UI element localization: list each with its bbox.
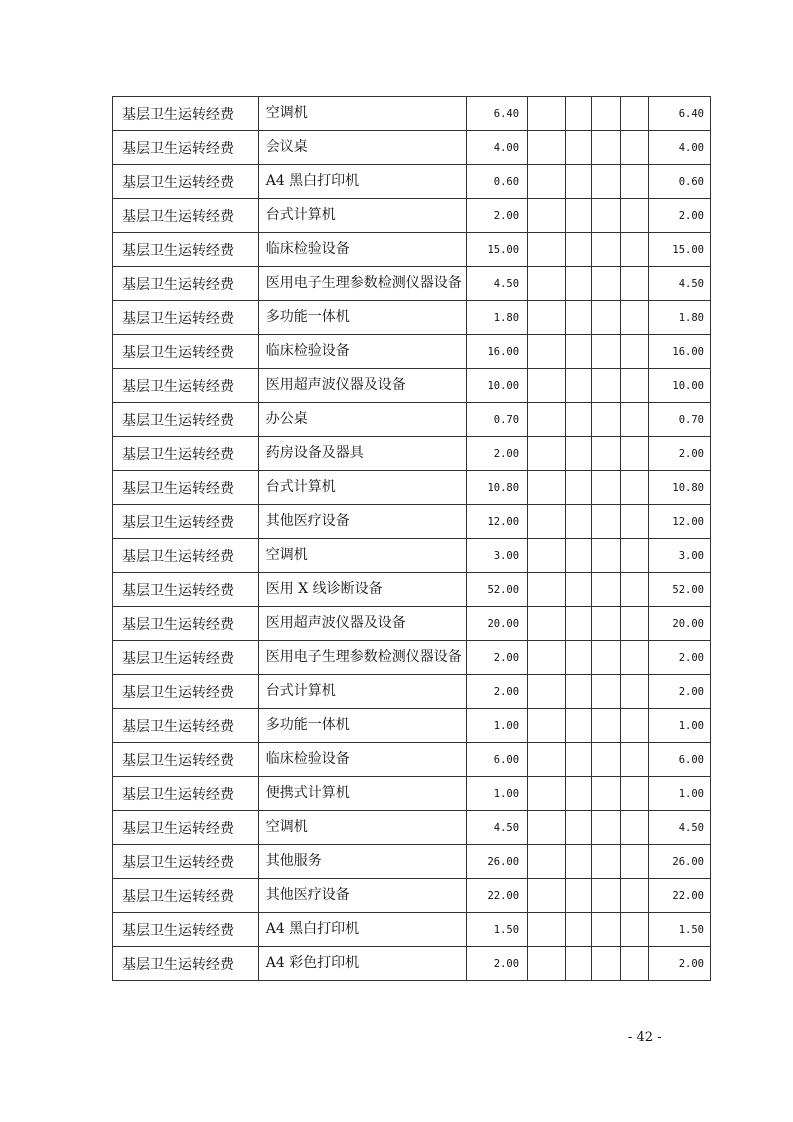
empty-cell (566, 505, 592, 539)
total-cell: 4.50 (648, 267, 710, 301)
empty-cell (620, 505, 648, 539)
fund-cell: 基层卫生运转经费 (113, 811, 259, 845)
empty-cell (592, 539, 620, 573)
total-cell: 1.00 (648, 709, 710, 743)
empty-cell (592, 811, 620, 845)
fund-cell: 基层卫生运转经费 (113, 709, 259, 743)
table-row (113, 675, 711, 709)
empty-cell (592, 573, 620, 607)
empty-cell (528, 947, 566, 981)
table-row (113, 913, 711, 947)
empty-cell (592, 471, 620, 505)
fund-cell: 基层卫生运转经费 (113, 199, 259, 233)
empty-cell (592, 233, 620, 267)
fund-cell: 基层卫生运转经费 (113, 913, 259, 947)
item-cell: 办公桌 (258, 403, 466, 437)
table-row (113, 573, 711, 607)
empty-cell (620, 403, 648, 437)
item-cell: 医用超声波仪器及设备 (258, 369, 466, 403)
empty-cell (566, 675, 592, 709)
amount-cell: 1.00 (466, 777, 527, 811)
item-cell: 药房设备及器具 (258, 437, 466, 471)
empty-cell (620, 879, 648, 913)
empty-cell (566, 607, 592, 641)
amount-cell: 1.50 (466, 913, 527, 947)
total-cell: 1.80 (648, 301, 710, 335)
item-cell: 其他服务 (258, 845, 466, 879)
total-cell: 0.70 (648, 403, 710, 437)
empty-cell (620, 267, 648, 301)
item-cell: 临床检验设备 (258, 743, 466, 777)
item-cell: A4 彩色打印机 (258, 947, 466, 981)
fund-cell: 基层卫生运转经费 (113, 131, 259, 165)
fund-cell: 基层卫生运转经费 (113, 879, 259, 913)
amount-cell: 15.00 (466, 233, 527, 267)
empty-cell (528, 777, 566, 811)
amount-cell: 16.00 (466, 335, 527, 369)
empty-cell (528, 811, 566, 845)
empty-cell (592, 437, 620, 471)
empty-cell (528, 369, 566, 403)
total-cell: 10.00 (648, 369, 710, 403)
total-cell: 2.00 (648, 641, 710, 675)
amount-cell: 0.60 (466, 165, 527, 199)
amount-cell: 52.00 (466, 573, 527, 607)
empty-cell (620, 437, 648, 471)
item-cell: 临床检验设备 (258, 335, 466, 369)
table-row (113, 369, 711, 403)
table-row (113, 947, 711, 981)
amount-cell: 10.80 (466, 471, 527, 505)
empty-cell (528, 607, 566, 641)
total-cell: 15.00 (648, 233, 710, 267)
empty-cell (620, 369, 648, 403)
table-row (113, 607, 711, 641)
table-row (113, 539, 711, 573)
empty-cell (620, 97, 648, 131)
empty-cell (566, 777, 592, 811)
empty-cell (528, 675, 566, 709)
empty-cell (566, 743, 592, 777)
empty-cell (620, 947, 648, 981)
empty-cell (566, 233, 592, 267)
empty-cell (566, 845, 592, 879)
fund-cell: 基层卫生运转经费 (113, 97, 259, 131)
total-cell: 4.00 (648, 131, 710, 165)
empty-cell (620, 335, 648, 369)
table-body (113, 97, 711, 981)
empty-cell (566, 437, 592, 471)
empty-cell (620, 199, 648, 233)
empty-cell (528, 335, 566, 369)
empty-cell (592, 131, 620, 165)
empty-cell (620, 573, 648, 607)
empty-cell (528, 165, 566, 199)
amount-cell: 2.00 (466, 199, 527, 233)
empty-cell (592, 777, 620, 811)
item-cell: 多功能一体机 (258, 709, 466, 743)
fund-cell: 基层卫生运转经费 (113, 471, 259, 505)
fund-cell: 基层卫生运转经费 (113, 777, 259, 811)
empty-cell (528, 641, 566, 675)
table-row (113, 641, 711, 675)
total-cell: 52.00 (648, 573, 710, 607)
empty-cell (592, 913, 620, 947)
fund-cell: 基层卫生运转经费 (113, 437, 259, 471)
empty-cell (528, 301, 566, 335)
empty-cell (592, 267, 620, 301)
empty-cell (592, 403, 620, 437)
empty-cell (566, 165, 592, 199)
amount-cell: 2.00 (466, 437, 527, 471)
amount-cell: 0.70 (466, 403, 527, 437)
empty-cell (620, 709, 648, 743)
item-cell: 医用电子生理参数检测仪器设备 (258, 267, 466, 301)
item-cell: 台式计算机 (258, 199, 466, 233)
table-row (113, 335, 711, 369)
empty-cell (528, 233, 566, 267)
empty-cell (528, 131, 566, 165)
empty-cell (592, 709, 620, 743)
total-cell: 2.00 (648, 199, 710, 233)
item-cell: 医用超声波仪器及设备 (258, 607, 466, 641)
empty-cell (528, 437, 566, 471)
item-cell: 会议桌 (258, 131, 466, 165)
amount-cell: 2.00 (466, 641, 527, 675)
empty-cell (592, 335, 620, 369)
fund-cell: 基层卫生运转经费 (113, 845, 259, 879)
empty-cell (566, 369, 592, 403)
amount-cell: 4.00 (466, 131, 527, 165)
item-cell: 空调机 (258, 811, 466, 845)
empty-cell (566, 811, 592, 845)
fund-cell: 基层卫生运转经费 (113, 165, 259, 199)
empty-cell (528, 199, 566, 233)
empty-cell (528, 539, 566, 573)
budget-table (112, 96, 711, 981)
empty-cell (566, 709, 592, 743)
amount-cell: 4.50 (466, 811, 527, 845)
empty-cell (592, 743, 620, 777)
empty-cell (620, 607, 648, 641)
empty-cell (592, 947, 620, 981)
item-cell: 便携式计算机 (258, 777, 466, 811)
table-row (113, 233, 711, 267)
empty-cell (620, 811, 648, 845)
empty-cell (592, 641, 620, 675)
total-cell: 22.00 (648, 879, 710, 913)
empty-cell (592, 607, 620, 641)
empty-cell (566, 573, 592, 607)
fund-cell: 基层卫生运转经费 (113, 539, 259, 573)
total-cell: 0.60 (648, 165, 710, 199)
table-row (113, 845, 711, 879)
total-cell: 2.00 (648, 947, 710, 981)
fund-cell: 基层卫生运转经费 (113, 607, 259, 641)
item-cell: 空调机 (258, 539, 466, 573)
empty-cell (566, 913, 592, 947)
fund-cell: 基层卫生运转经费 (113, 743, 259, 777)
empty-cell (566, 947, 592, 981)
empty-cell (592, 97, 620, 131)
amount-cell: 1.80 (466, 301, 527, 335)
empty-cell (620, 131, 648, 165)
item-cell: 临床检验设备 (258, 233, 466, 267)
table-row (113, 709, 711, 743)
table-row (113, 199, 711, 233)
amount-cell: 1.00 (466, 709, 527, 743)
empty-cell (566, 97, 592, 131)
table-row (113, 811, 711, 845)
item-cell: 医用电子生理参数检测仪器设备 (258, 641, 466, 675)
empty-cell (566, 267, 592, 301)
empty-cell (620, 845, 648, 879)
empty-cell (566, 539, 592, 573)
amount-cell: 4.50 (466, 267, 527, 301)
fund-cell: 基层卫生运转经费 (113, 233, 259, 267)
table-row (113, 301, 711, 335)
table-row (113, 437, 711, 471)
item-cell: 其他医疗设备 (258, 505, 466, 539)
item-cell: 其他医疗设备 (258, 879, 466, 913)
empty-cell (592, 199, 620, 233)
item-cell: 空调机 (258, 97, 466, 131)
empty-cell (620, 913, 648, 947)
item-cell: A4 黑白打印机 (258, 165, 466, 199)
fund-cell: 基层卫生运转经费 (113, 573, 259, 607)
empty-cell (566, 403, 592, 437)
empty-cell (620, 539, 648, 573)
empty-cell (566, 335, 592, 369)
fund-cell: 基层卫生运转经费 (113, 675, 259, 709)
empty-cell (620, 641, 648, 675)
total-cell: 3.00 (648, 539, 710, 573)
fund-cell: 基层卫生运转经费 (113, 947, 259, 981)
amount-cell: 3.00 (466, 539, 527, 573)
item-cell: 台式计算机 (258, 471, 466, 505)
empty-cell (528, 403, 566, 437)
amount-cell: 26.00 (466, 845, 527, 879)
empty-cell (566, 199, 592, 233)
amount-cell: 12.00 (466, 505, 527, 539)
empty-cell (528, 505, 566, 539)
empty-cell (592, 879, 620, 913)
total-cell: 2.00 (648, 437, 710, 471)
amount-cell: 20.00 (466, 607, 527, 641)
amount-cell: 6.00 (466, 743, 527, 777)
empty-cell (528, 743, 566, 777)
total-cell: 1.00 (648, 777, 710, 811)
empty-cell (528, 267, 566, 301)
empty-cell (566, 641, 592, 675)
total-cell: 20.00 (648, 607, 710, 641)
table-row (113, 97, 711, 131)
item-cell: 医用 X 线诊断设备 (258, 573, 466, 607)
empty-cell (592, 369, 620, 403)
empty-cell (566, 471, 592, 505)
table-row (113, 743, 711, 777)
empty-cell (620, 471, 648, 505)
total-cell: 1.50 (648, 913, 710, 947)
total-cell: 6.00 (648, 743, 710, 777)
empty-cell (566, 879, 592, 913)
table-row (113, 165, 711, 199)
empty-cell (592, 165, 620, 199)
fund-cell: 基层卫生运转经费 (113, 369, 259, 403)
empty-cell (620, 743, 648, 777)
amount-cell: 10.00 (466, 369, 527, 403)
empty-cell (592, 505, 620, 539)
empty-cell (528, 709, 566, 743)
amount-cell: 2.00 (466, 675, 527, 709)
empty-cell (592, 845, 620, 879)
page-number: - 42 - (628, 1030, 662, 1045)
empty-cell (592, 301, 620, 335)
empty-cell (528, 913, 566, 947)
amount-cell: 22.00 (466, 879, 527, 913)
table-row (113, 879, 711, 913)
empty-cell (620, 777, 648, 811)
item-cell: A4 黑白打印机 (258, 913, 466, 947)
empty-cell (592, 675, 620, 709)
fund-cell: 基层卫生运转经费 (113, 335, 259, 369)
table-row (113, 131, 711, 165)
table-row (113, 777, 711, 811)
empty-cell (528, 845, 566, 879)
table-row (113, 505, 711, 539)
empty-cell (528, 471, 566, 505)
empty-cell (620, 675, 648, 709)
total-cell: 4.50 (648, 811, 710, 845)
total-cell: 26.00 (648, 845, 710, 879)
empty-cell (620, 301, 648, 335)
table-row (113, 267, 711, 301)
empty-cell (620, 233, 648, 267)
total-cell: 10.80 (648, 471, 710, 505)
fund-cell: 基层卫生运转经费 (113, 301, 259, 335)
fund-cell: 基层卫生运转经费 (113, 403, 259, 437)
table-row (113, 403, 711, 437)
total-cell: 2.00 (648, 675, 710, 709)
total-cell: 12.00 (648, 505, 710, 539)
total-cell: 6.40 (648, 97, 710, 131)
table-row (113, 471, 711, 505)
amount-cell: 6.40 (466, 97, 527, 131)
total-cell: 16.00 (648, 335, 710, 369)
empty-cell (528, 879, 566, 913)
empty-cell (566, 301, 592, 335)
empty-cell (566, 131, 592, 165)
fund-cell: 基层卫生运转经费 (113, 641, 259, 675)
fund-cell: 基层卫生运转经费 (113, 267, 259, 301)
empty-cell (620, 165, 648, 199)
amount-cell: 2.00 (466, 947, 527, 981)
empty-cell (528, 573, 566, 607)
item-cell: 台式计算机 (258, 675, 466, 709)
fund-cell: 基层卫生运转经费 (113, 505, 259, 539)
item-cell: 多功能一体机 (258, 301, 466, 335)
empty-cell (528, 97, 566, 131)
